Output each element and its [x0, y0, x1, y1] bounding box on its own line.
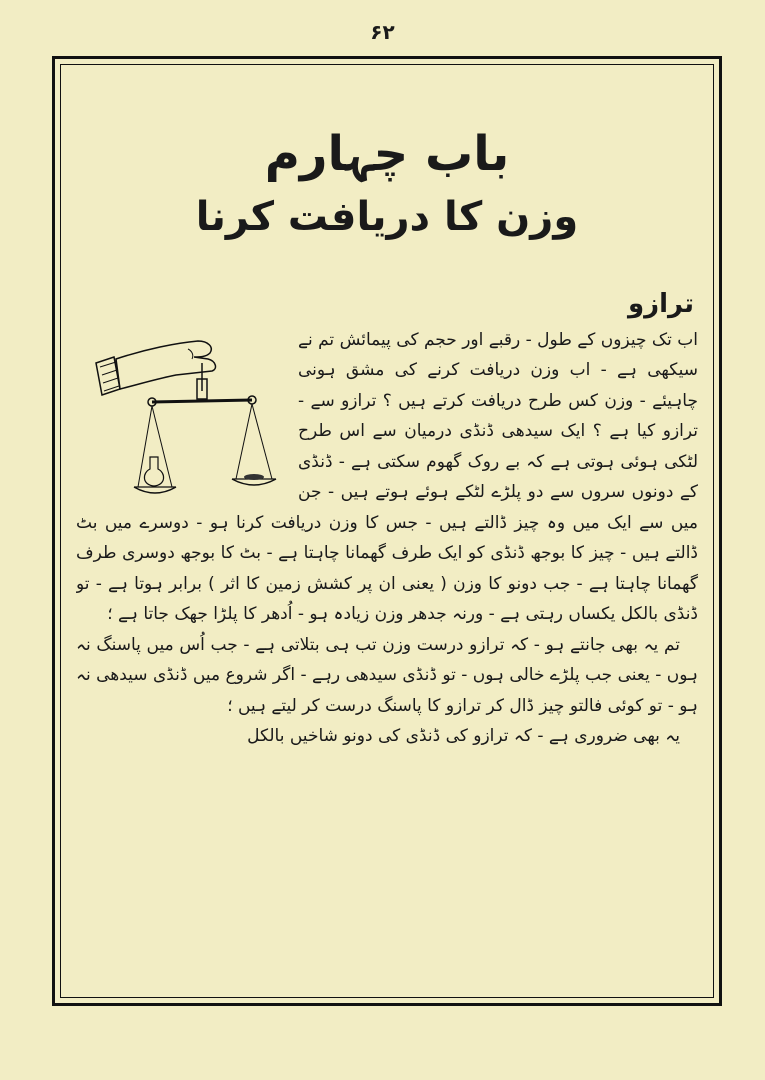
chapter-subtitle: وزن کا دریافت کرنا — [195, 193, 579, 240]
scale-balance-icon — [76, 329, 286, 499]
paragraph-beam-arms: یہ بھی ضروری ہے - کہ ترازو کی ڈنڈی کی دونو شاخیں بالکل — [247, 726, 680, 747]
paragraph-scale-intro: اب تک چیزوں کے طول - رقبے اور حجم کی پیمائش تم نے سیکھی ہے - اب وزن دریافت کرنے کی مشق ہونی چاہیئے - وزن کس طرح دریافت کرتے ہیں ؟ ترازو سے - ترازو کیا ہے ؟ ایک سیدھی ڈنڈی درمیان سے اس طرح لٹکی ہوئی ہوتی ہے کہ بے روک گھوم سکتی ہے - ڈنڈی کے دونوں سروں سے دو پلڑے لٹکے ہوئے ہوتے ہیں - جن میں سے ایک میں وہ چیز ڈالتے ہیں - جس کا وزن دریافت کرنا ہو - دوسرے میں بٹ ڈالتے ہیں - چیز کا بوجھ ڈنڈی کو ایک طرف گھمانا چاہتا ہے - بٹ کا بوجھ دوسری طرف گھمانا چاہتا ہے - جب دونو کا وزن ( یعنی ان پر کشش زمین کا اثر ) برابر ہوتا ہے - تو ڈنڈی بالکل یکساں رہتی ہے - ورنہ جدھر وزن زیادہ ہو - اُدھر کا پلڑا جھک جاتا ہے ؛ — [76, 329, 698, 625]
page-content — [76, 72, 698, 994]
page-number: ۶۲ — [370, 20, 395, 44]
section-heading: ترازو — [628, 288, 694, 319]
paragraph-correct-weight: تم یہ بھی جانتے ہو - کہ ترازو درست وزن تب ہی بتلاتی ہے - جب اُس میں پاسنگ نہ ہوں - یعنی جب پلڑے خالی ہوں - تو ڈنڈی سیدھی رہے - اگر شروع میں ڈنڈی سیدھی نہ ہو - تو کوئی فالتو چیز ڈال کر ترازو کا پاسنگ درست کر لیتے ہیں ؛ — [76, 634, 698, 716]
chapter-title: باب چہارم — [264, 126, 510, 182]
